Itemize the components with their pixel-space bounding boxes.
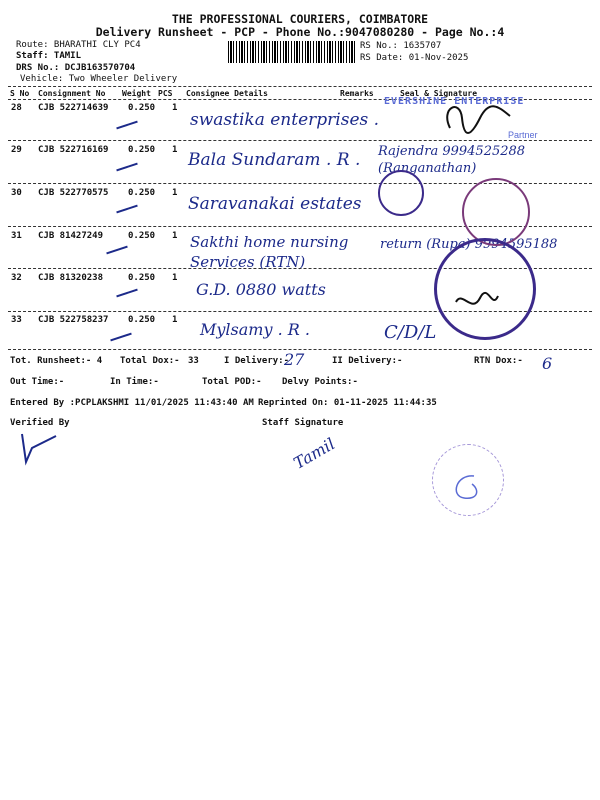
col-pcs: PCS	[158, 89, 173, 98]
row-pcs: 1	[172, 145, 178, 155]
company-title: THE PROFESSIONAL COURIERS, COIMBATORE	[171, 12, 429, 26]
total-runsheet: Tot. Runsheet:- 4	[10, 356, 103, 366]
row-pcs: 1	[172, 315, 178, 325]
rs-date: RS Date: 01-Nov-2025	[360, 53, 469, 63]
vehicle-label: Vehicle: Two Wheeler Delivery	[20, 74, 178, 84]
header-rule-top	[8, 86, 592, 87]
total-dox-value: 33	[188, 356, 199, 366]
delvy-points-label: Delvy Points:-	[282, 377, 358, 387]
row-consignment: CJB 522770575	[38, 188, 109, 198]
row-weight: 0.250	[128, 103, 156, 113]
row-consignment: CJB 522716169	[38, 145, 109, 155]
total-pod-label: Total POD:-	[202, 377, 262, 387]
check-mark	[110, 333, 132, 342]
ii-delivery-label: II Delivery:-	[332, 356, 403, 366]
row-consignment: CJB 522714639	[38, 103, 109, 113]
row-sno: 28	[11, 103, 22, 113]
row-consignee-hand: Mylsamy . R .	[200, 320, 310, 339]
col-weight: Weight	[122, 89, 151, 98]
row-sno: 30	[11, 188, 22, 198]
row-weight: 0.250	[128, 273, 156, 283]
total-dox-label: Total Dox:-	[120, 356, 180, 366]
row-pcs: 1	[172, 188, 178, 198]
row-weight: 0.250	[128, 315, 156, 325]
staff-signature-label: Staff Signature	[262, 418, 344, 428]
runsheet-subtitle: Delivery Runsheet - PCP - Phone No.:9047080280 - Page No.:4	[95, 25, 505, 39]
row-consignment: CJB 81427249	[38, 231, 104, 241]
seal-stamp-partner: Partner	[508, 130, 538, 140]
row-pcs: 1	[172, 103, 178, 113]
col-seal-signature: Seal & Signature	[400, 89, 478, 98]
signature-scribble-icon	[452, 290, 502, 316]
entered-by: Entered By :PCPLAKSHMI 11/01/2025 11:43:40 AM	[10, 398, 254, 408]
i-delivery-label: I Delivery:-	[224, 356, 290, 366]
row-remarks-hand: Rajendra 9994525288 (Ranganathan)	[378, 144, 526, 176]
out-time-label: Out Time:-	[10, 377, 65, 387]
row-consignee-hand: Saravanakai estates	[188, 194, 362, 214]
check-mark	[116, 163, 138, 172]
row-weight: 0.250	[128, 188, 156, 198]
row-remarks-hand: return (Rupa) 9994595188	[380, 237, 558, 252]
check-mark	[106, 246, 128, 255]
row-sno: 29	[11, 145, 22, 155]
check-mark	[116, 289, 138, 298]
col-consignee: Consignee Details	[186, 89, 268, 98]
row-consignee-hand: G.D. 0880 watts	[196, 280, 326, 299]
rs-number: RS No.: 1635707	[360, 41, 442, 51]
staff-signature-hand: Tamil	[290, 434, 339, 473]
round-seal-icon	[434, 238, 536, 340]
round-seal-icon	[378, 170, 424, 216]
staff-label: Staff: TAMIL	[16, 51, 82, 61]
row-consignment: CJB 81320238	[38, 273, 104, 283]
row-remarks-hand: C/D/L	[384, 322, 437, 343]
rtn-dox-hand: 6	[542, 354, 553, 373]
row-sno: 32	[11, 273, 22, 283]
row-sno: 33	[11, 315, 22, 325]
row-weight: 0.250	[128, 145, 156, 155]
barcode	[228, 41, 356, 63]
verified-by-label: Verified By	[10, 418, 70, 428]
route-label: Route: BHARATHI CLY PC4	[16, 40, 141, 50]
col-consignment: Consignment No	[38, 89, 106, 98]
col-sno: S No	[10, 89, 30, 98]
i-delivery-hand: 27	[284, 350, 305, 369]
row-pcs: 1	[172, 231, 178, 241]
consignee-signature-icon	[440, 98, 520, 148]
row-sno: 31	[11, 231, 22, 241]
check-mark	[116, 205, 138, 214]
round-seal-icon	[462, 178, 530, 246]
row-pcs: 1	[172, 273, 178, 283]
in-time-label: In Time:-	[110, 377, 159, 387]
rtn-dox-label: RTN Dox:-	[474, 356, 523, 366]
row-consignee-hand: Sakthi home nursing Services (RTN)	[190, 233, 349, 271]
reprinted-on: Reprinted On: 01-11-2025 11:44:35	[258, 398, 437, 408]
check-mark	[116, 121, 138, 130]
faint-signature-icon	[446, 470, 486, 504]
drs-number: DRS No.: DCJB163570704	[16, 63, 136, 73]
seal-stamp-company: EVERSHINE ENTERPRISE	[384, 96, 525, 107]
row-consignee-hand: Bala Sundaram . R .	[188, 150, 361, 170]
verifier-signature-icon	[16, 428, 66, 468]
row-consignment: CJB 522758237	[38, 315, 109, 325]
row-consignee-hand: swastika enterprises .	[190, 110, 380, 130]
col-remarks: Remarks	[340, 89, 374, 98]
row-weight: 0.250	[128, 231, 156, 241]
